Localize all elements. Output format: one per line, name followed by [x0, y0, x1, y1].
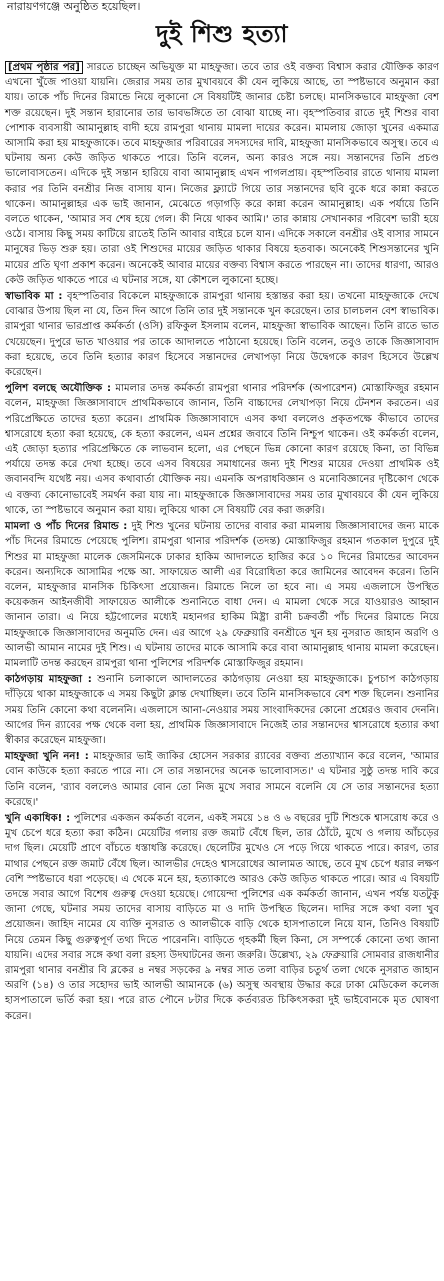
article-headline: দুই শিশু হত্যা — [155, 19, 289, 48]
paragraph-text: সারতে চাচ্ছেন অভিযুক্ত মা মাহফুজা। তবে তার ওই বক্তব্য বিশ্বাস করার যৌক্তিক কারণ এখনো খুঁজে পাওয়া যায়নি। জেরার সময় তার মুখাবয়বে কী যেন লুকিয়ে আছে, তা স্পষ্টভাবে অনুমান করা যায়। তাকে পাঁচ দিনের রিমান্ডে নিয়ে লুকানো সে বিষয়টিই জানার চেষ্টা চলছে। মানসিকভাবে মাহফুজা বেশ শক্ত রয়েছেন। দুই সন্তান হারানোর তার ভাবভঙ্গিতে তা বোঝা যাচ্ছে না। বৃহস্পতিবার রাতে দুই শিশুর বাবা পোশাক ব্যবসায়ী আমানুল্লাহ বাদী হয়ে রামপুরা থানায় মামলা দায়ের করেন। মামলায় জোড়া খুনের একমাত্র আসামি করা হয় মাহফুজাকে। তবে মাহফুজার পরিবারের সদস্যদের দাবি, মাহফুজা মানসিকভাবে অসুস্থ। তবে এ ঘটনায় অন্য কেউ জড়িত থাকতে পারে। তিনি বলেন, অন্য কারও সঙ্গে নয়। সন্তানদের তিনি প্রচণ্ড ভালোবাসতেন। এদিকে দুই সন্তান হারিয়ে বাবা আমানুল্লাহ এখন পাগলপ্রায়। বৃহস্পতিবার রাতে থানায় মামলা করার পর তিনি বনশ্রীর নিজ বাসায় যান। নিজের ফ্ল্যাটে গিয়ে তার সন্তানদের ছবি বুকে ধরে কান্না করতে থাকেন। আমানুল্লাহর এক ভাই জানান, মেঝেতে গড়াগড়ি করে কান্না করেন আমানুল্লাহ। এক পর্যায়ে তিনি বলতে থাকেন, 'আমার সব শেষ হয়ে গেল। কী নিয়ে থাকব আমি।' তার কান্নায় সেখানকার পরিবেশ ভারী হয়ে ওঠে। বাসায় কিছু সময় কাটিয়ে রাতেই তিনি আবার বাইরে চলে যান। এদিকে সকালে বনশ্রীর ওই বাসার সামনে মানুষের ভিড় শুরু হয়। তারা ওই শিশুদের মায়ের জড়িত থাকার বিষয়ে হতবাক। অনেকেই শিশুসন্তানের খুনি মায়ের প্রতি ঘৃণা প্রকাশ করেন। অনেকেই আবার মায়ের বক্তব্য বিশ্বাস করতে পারছেন না। তাদের ধারণা, আরও কেউ জড়িত থাকতে পারে এ ঘটনার সঙ্গে, যা কৌশলে লুকানো হচ্ছে। — [5, 62, 439, 286]
paragraph-text: বৃহস্পতিবার বিকেলে মাহফুজাকে রামপুরা থানায় হস্তান্তর করা হয়। তখনো মাহফুজাকে দেখে বোঝার উপায় ছিল না যে, তিন দিন আগে তিনি তার দুই সন্তানকে খুন করেছেন। তার চালচলন বেশ স্বাভাবিক। রামপুরা থানার ভারপ্রাপ্ত কর্মকর্তা (ওসি) রফিকুল ইসলাম বলেন, মাহফুজা স্বাভাবিক আছেন। তিনি রাতে ভাত খেয়েছেন। দুপুরে ভাত খাওয়ার পর তাকে আদালতে পাঠানো হয়েছে। তিনি বলেন, তবুও তাকে জিজ্ঞাসাবাদ করা হয়েছে, তবে তিনি হত্যার কারণ হিসেবে সন্তানদের লেখাপড়া নিয়ে উদ্বেগকে কারণ হিসেবে উল্লেখ করেছেন। — [5, 291, 439, 379]
article-paragraph — [5, 519, 439, 671]
paragraph-text: পুলিশের একজন কর্মকর্তা বলেন, একই সময়ে ১৪ ও ৬ বছরের দুটি শিশুকে শ্বাসরোধ করে ও মুখ চেপে ধরে হত্যা করা কঠিন। মেয়েটির গলায় রক্ত জমাট বেঁধে ছিল, তার ঠোঁটে, মুখে ও গলায় আঁচড়ের দাগ ছিল। মেয়েটি প্রাণে বাঁচতে ধস্তাধস্তি করেছে। ছেলেটির মুখেও সে পড়ে গিয়ে থাকতে পারে। কারণ, তার মাথার পেছনে রক্ত জমাট বেঁধে ছিল। আলভীর দেহেও শ্বাসরোধের আলামত আছে, তবে মুখ চেপে ধরার লক্ষণ বেশি স্পষ্টভাবে ধরা পড়েছে। এ থেকে মনে হয়, হত্যাকাণ্ডে আরও কেউ জড়িত থাকতে পারে। আর এ বিষয়টি তদন্তে সবার আগে বিশেষ গুরুত্ব দেওয়া হয়েছে। গোয়েন্দা পুলিশের এক কর্মকর্তা জানান, এখন পর্যন্ত যতটুকু জানা গেছে, ঘটনার সময় তাদের বাসায় বাড়িতে মা ও দাদি উপস্থিত ছিলেন। দাদির সঙ্গে কথা বলা খুব প্রয়োজন। জাহিদ নামের যে ব্যক্তি নুসরাত ও আলভীকে বাড়ি থেকে হাসপাতালে নিয়ে যান, তিনিও বিষয়টি নিয়ে তেমন কিছু গুরুত্বপূর্ণ তথ্য দিতে পারেননি। বাড়িতে গৃহকর্মী ছিল কিনা, সে সম্পর্কে কোনো তথ্য জানা যায়নি। এদের সবার সঙ্গে কথা বলা রহস্য উদঘাটনের জন্য জরুরি। উল্লেখ্য, ২৯ ফেব্রুয়ারি সোমবার রাজধানীর রামপুরা থানার বনশ্রীর বি ব্লকের ৪ নম্বর সড়কের ৯ নম্বর সাত তলা বাড়ির চতুর্থ তলা থেকে নুসরাত জাহান অরণি (১৪) ও তার সহোদর ভাই আলভী আমানকে (৬) অসুস্থ অবস্থায় উদ্ধার করে ঢাকা মেডিকেল কলেজ হাসপাতালে ভর্তি করা হয়। পরে রাত পৌনে ৮টার দিকে কর্তব্যরত চিকিৎসকরা দুই ভাইবোনকে মৃত ঘোষণা করেন। — [5, 812, 439, 1022]
subheading: মামলা ও পাঁচ দিনের রিমান্ড : — [5, 521, 128, 533]
article-body — [5, 60, 439, 1024]
article-paragraph — [5, 811, 439, 1024]
subheading: স্বাভাবিক মা : — [5, 291, 63, 303]
article-paragraph — [5, 381, 439, 518]
subheading: পুলিশ বলছে অযৌক্তিক : — [5, 383, 111, 395]
article-paragraph — [5, 672, 439, 748]
paragraph-text: শুনানি চলাকালে আদালতের কাঠগড়ায় নেওয়া হয় মাহফুজাকে। চুপচাপ কাঠগড়ায় দাঁড়িয়ে থাকা মাহফুজাকে এ সময় কিছুটা ক্লান্ত দেখাচ্ছিল। তবে তিনি মানসিকভাবে বেশ শক্ত ছিলেন। শুনানির সময় তিনি কোনো কথা বলেননি। এজলাসে আনা-নেওয়ার সময় সাংবাদিকদের কোনো প্রশ্নেরও জবাব দেননি। আগের দিন র‍্যাবের পক্ষ থেকে বলা হয়, প্রাথমিক জিজ্ঞাসাবাদে নিজেই তার সন্তানদের শ্বাসরোধে হত্যার কথা স্বীকার করেছেন মাহফুজা। — [5, 674, 439, 746]
subheading: মাহফুজা খুনি নন! : — [5, 751, 89, 763]
paragraph-text: দুই শিশু খুনের ঘটনায় তাদের বাবার করা মামলায় জিজ্ঞাসাবাদের জন্য মাকে পাঁচ দিনের রিমান্ডে পেয়েছে পুলিশ। রামপুরা থানার পরিদর্শক (তদন্ত) মোস্তাফিজুর রহমান গতকাল দুপুরে দুই শিশুর মা মাহফুজা মালেক জেসমিনকে ঢাকার হাকিম আদালতে হাজির করে ১০ দিনের রিমান্ডের আবেদন করেন। অন্যদিকে আসামির পক্ষে আ. সাফায়েত আলী এর বিরোধিতা করে জামিনের আবেদন করেন। তিনি বলেন, মাহফুজার মানসিক চিকিৎসা প্রয়োজন। রিমান্ডে নিলে তা হবে না। এ সময় এজলাসে উপস্থিত কয়েকজন আইনজীবী সাফায়েত আলীকে শুনানিতে বাধা দেন। এ মামলা থেকে সরে যাওয়ারও আহ্বান জানান তারা। এ নিয়ে হট্টগোলের মধ্যেই মহানগর হাকিম মিষ্ট্রা রানী চক্রবর্তী পাঁচ দিনের রিমান্ডে নিয়ে মাহফুজাকে জিজ্ঞাসাবাদের অনুমতি দেন। এর আগে ২৯ ফেব্রুয়ারি বনশ্রীতে খুন হয় নুসরাত জাহান অরণি ও আলভী আমান নামের দুই শিশু। এ ঘটনায় তাদের মাকে আসামি করে বাবা আমানুল্লাহ থানায় মামলা করেছেন। মামলাটি তদন্ত করছেন রামপুরা থানা পুলিশের পরিদর্শক মোস্তাফিজুর রহমান। — [5, 521, 440, 669]
article-paragraph — [5, 749, 439, 810]
subheading: খুনি একাধিক! : — [5, 812, 71, 824]
subheading: কাঠগড়ায় মাহফুজা : — [5, 674, 92, 686]
continued-line: নারায়ণগঞ্জে অনুষ্ঠিত হয়েছিল। — [7, 0, 141, 13]
continued-from-label: [প্রথম পৃষ্ঠার পর] — [5, 61, 83, 74]
paragraph-text: মাহফুজার ভাই জাকির হোসেন সরকার র‍্যাবের বক্তব্য প্রত্যাখ্যান করে বলেন, 'আমার বোন কাউকে হত্যা করতে পারে না। সে তার সন্তানদের অনেক ভালোবাসত।' এ ঘটনার সুষ্ঠু তদন্ত দাবি করে তিনি বলেন, 'র‍্যাব বললেও আমার বোন তো নিজ মুখে সবার সামনে বলেনি যে সে তার সন্তানদের হত্যা করেছে।' — [5, 751, 439, 808]
paragraph-text: মামলার তদন্ত কর্মকর্তা রামপুরা থানার পরিদর্শক (অপারেশন) মোস্তাফিজুর রহমান বলেন, মাহফুজা জিজ্ঞাসাবাদে প্রাথমিকভাবে জানান, তিনি বাচ্চাদের লেখাপড়া নিয়ে টেনশন করতেন। এর পরিপ্রেক্ষিতে তাদের হত্যা করেন। প্রাথমিক জিজ্ঞাসাবাদে এসব কথা বললেও প্রকৃতপক্ষে কীভাবে তাদের শ্বাসরোধে হত্যা করা হয়েছে, কে হত্যা করলেন, এমন প্রশ্নের জবাবে তিনি নিশ্চুপ থাকেন। ওই কর্মকর্তা বলেন, এই জোড়া হত্যার পরিপ্রেক্ষিতে কে লাভবান হলো, এর পেছনে ভিন্ন কোনো কারণ রয়েছে কিনা, তা বিভিন্ন পর্যায়ে তদন্ত করে দেখা হচ্ছে। তবে এসব বিষয়ের সমাধানের জন্য দুই শিশুর মায়ের দেওয়া প্রাথমিক ওই জবানবন্দি যথেষ্ট নয়। এসব কথাবার্তা যৌক্তিক নয়। এমনকি অপরাধবিজ্ঞান ও মনোবিজ্ঞানের দৃষ্টিকোণ থেকে এ বক্তব্য কোনোভাবেই সমর্থন করা যায় না। মাহফুজাকে জিজ্ঞাসাবাদের সময় তার মুখাবয়বে কী যেন লুকিয়ে থাকে, তা স্পষ্টভাবে অনুমান করা যায়। লুকিয়ে থাকা সে বিষয়টি বের করা জরুরি। — [5, 383, 439, 516]
article-paragraph — [5, 289, 439, 380]
article-paragraph — [5, 60, 439, 288]
